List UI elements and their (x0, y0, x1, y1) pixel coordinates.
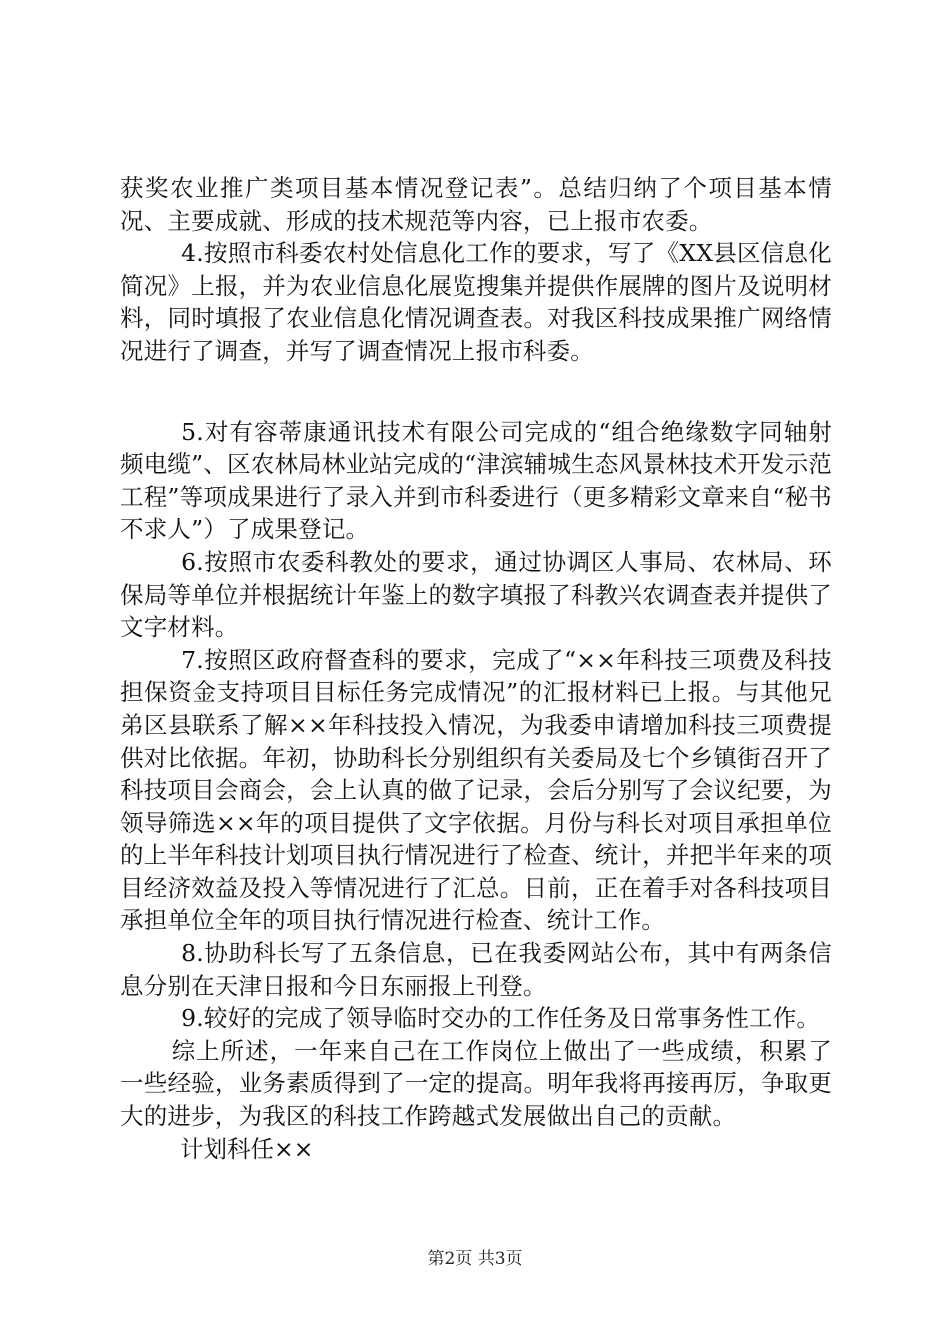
paragraph-continuation: 获奖农业推广类项目基本情况登记表”。总结归纳了个项目基本情况、主要成就、形成的技术规范等内容，已上报市农委。 (120, 174, 832, 235)
paragraph-item-7: 7.按照区政府督查科的要求，完成了“××年科技三项费及科技担保资金支持项目目标任务完成情况”的汇报材料已上报。与其他兄弟区县联系了解××年科技投入情况，为我委申请增加科技三项费提供对比依据。年初，协助科长分别组织有关委局及七个乡镇街召开了科技项目会商会，会上认真的做了记录，会后分别写了会议纪要，为领导筛选××年的项目提供了文字依据。月份与科长对项目承担单位的上半年科技计划项目执行情况进行了检查、统计，并把半年来的项目经济效益及投入等情况进行了汇总。日前，正在着手对各科技项目承担单位全年的项目执行情况进行检查、统计工作。 (120, 645, 832, 935)
paragraph-item-8: 8.协助科长写了五条信息，已在我委网站公布，其中有两条信息分别在天津日报和今日东丽报上刊登。 (120, 939, 832, 1000)
paragraph-item-5: 5.对有容蒂康通讯技术有限公司完成的“组合绝缘数字同轴射频电缆”、区农林局林业站完成的“津滨辅城生态风景林技术开发示范工程”等项成果进行了录入并到市科委进行（更多精彩文章来自“秘书不求人”）了成果登记。 (120, 417, 832, 544)
paragraph-item-9: 9.较好的完成了领导临时交办的工作任务及日常事务性工作。 (181, 1004, 821, 1033)
paragraph-item-6: 6.按照市农委科教处的要求，通过协调区人事局、农林局、环保局等单位并根据统计年鉴上的数字填报了科教兴农调查表并提供了文字材料。 (120, 547, 832, 642)
paragraph-summary: 综上所述，一年来自己在工作岗位上做出了一些成绩，积累了一些经验，业务素质得到了一定的提高。明年我将再接再厉，争取更大的进步，为我区的科技工作跨越式发展做出自己的贡献。 (120, 1036, 832, 1131)
page-number-footer: 第2页 共3页 (427, 1249, 523, 1269)
signature: 计划科任×× (180, 1134, 314, 1163)
document-body (120, 172, 832, 1165)
paragraph-gap (120, 368, 832, 416)
paragraph-item-4: 4.按照市科委农村处信息化工作的要求，写了《XX县区信息化简况》上报，并为农业信息化展览搜集并提供作展牌的图片及说明材料，同时填报了农业信息化情况调查表。对我区科技成果推广网络情况进行了调查，并写了调查情况上报市科委。 (120, 239, 832, 365)
